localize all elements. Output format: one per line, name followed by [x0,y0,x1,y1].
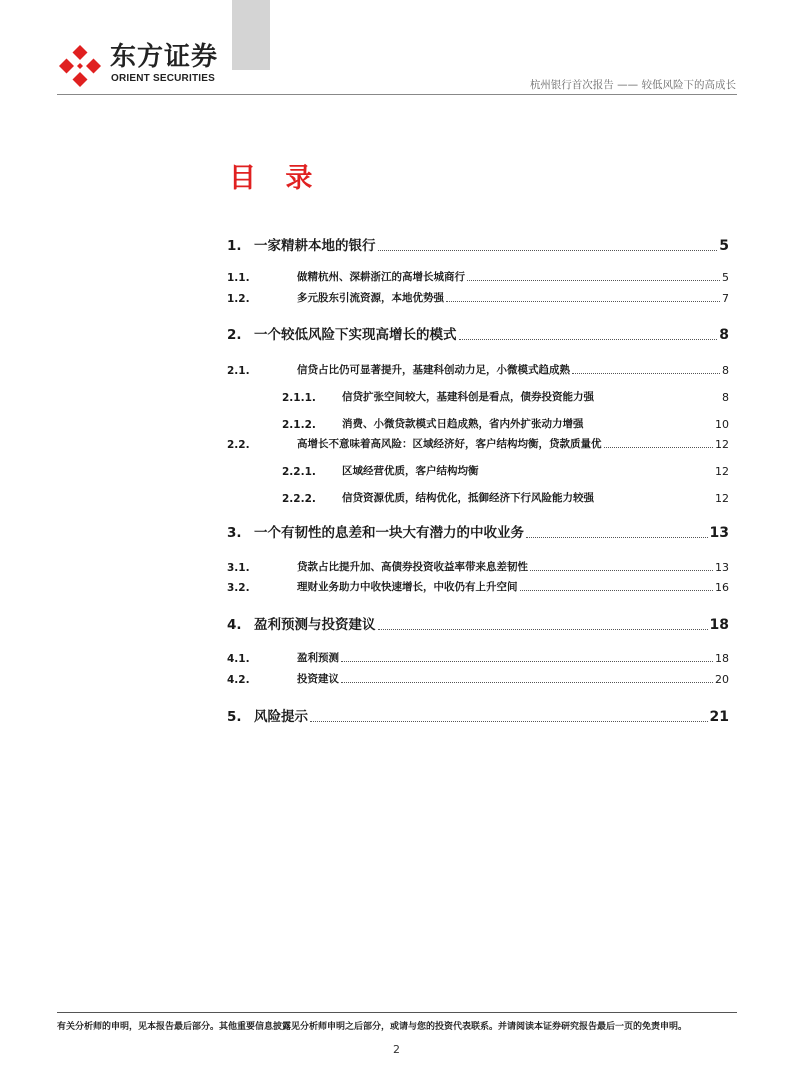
toc-dot-leader [572,363,720,374]
toc-entry-page: 5 [722,271,729,284]
toc-entry-number: 2.1. [227,365,250,377]
toc-entry-number: 4.2. [227,674,250,686]
toc-entry-page: 5 [719,238,729,254]
toc-entry-text: 做精杭州、深耕浙江的高增长城商行 [297,271,465,283]
header-divider [57,94,737,95]
page-number: 2 [393,1043,400,1056]
toc-entry-page: 12 [715,438,729,451]
toc-entry-text: 信贷资源优质，结构优化，抵御经济下行风险能力较强 [342,492,594,504]
toc-entry-number: 2. [227,327,242,343]
toc-entry-text: 多元股东引流资源，本地优势强 [297,292,444,304]
toc-entry-page: 16 [715,581,729,594]
toc-entry-3-1[interactable] [227,552,729,574]
toc-entry-text: 信贷占比仍可显著提升，基建科创动力足，小微模式趋成熟 [297,364,570,376]
toc-entry-number: 1.1. [227,272,250,284]
toc-dot-leader [530,560,713,571]
toc-entry-text: 一个有韧性的息差和一块大有潜力的中收业务 [254,525,524,541]
brand-name-cn: 东方证券 [110,42,219,72]
toc-entry-4-1[interactable] [227,643,729,665]
toc-entry-number: 3.2. [227,582,250,594]
toc-entry-2-2-1[interactable] [227,456,729,478]
toc-dot-leader [341,651,713,662]
toc-entry-text: 盈利预测与投资建议 [254,617,376,633]
toc-entry-page: 13 [715,561,729,574]
toc-entry-text: 理财业务助力中收快速增长，中收仍有上升空间 [297,581,518,593]
toc-entry-text: 投资建议 [297,673,339,685]
toc-dot-leader [341,672,713,683]
brand-name-en: ORIENT SECURITIES [111,73,215,84]
toc-dot-leader [467,270,720,281]
toc-entry-number: 5. [227,709,242,725]
orient-securities-logo-icon [57,43,103,89]
toc-entry-2-2[interactable] [227,429,729,451]
toc-entry-text: 高增长不意味着高风险：区域经济好，客户结构均衡，贷款质量优 [297,438,602,450]
report-title: 杭州银行首次报告 —— 较低风险下的高成长 [529,79,736,91]
toc-entry-text: 盈利预测 [297,652,339,664]
toc-entry-page: 18 [715,652,729,665]
toc-entry-1[interactable] [227,232,729,254]
toc-dot-leader [520,580,714,591]
toc-entry-text: 风险提示 [254,709,308,725]
toc-entry-page: 10 [715,418,729,431]
toc-dot-leader [459,327,718,340]
toc-entry-text: 贷款占比提升加、高债券投资收益率带来息差韧性 [297,561,528,573]
toc-dot-leader [310,709,708,722]
toc-entry-5[interactable] [227,703,729,725]
toc-entry-page: 21 [709,709,729,725]
toc-entry-number: 4. [227,617,242,633]
header-gray-tab [232,0,270,70]
footer-divider [57,1012,737,1013]
toc-dot-leader [378,238,718,251]
toc-entry-2-1[interactable] [227,355,729,377]
footer-disclaimer: 有关分析师的申明，见本报告最后部分。其他重要信息披露见分析师申明之后部分，或请与您的投资代表联系。并请阅读本证券研究报告最后一页的免责申明。 [57,1022,688,1032]
toc-entry-text: 信贷扩张空间较大，基建科创是看点，债券投资能力强 [342,391,594,403]
toc-entry-number: 2.1.2. [282,419,316,431]
toc-entry-page: 7 [722,292,729,305]
toc-dot-leader [526,525,708,538]
toc-entry-number: 3. [227,525,242,541]
toc-entry-page: 8 [722,391,729,404]
toc-dot-leader [446,291,720,302]
toc-entry-1-2[interactable] [227,283,729,305]
toc-entry-page: 20 [715,673,729,686]
toc-entry-3[interactable] [227,519,729,541]
toc-entry-number: 1. [227,238,242,254]
toc-entry-2-1-2[interactable] [227,409,729,431]
toc-entry-number: 2.1.1. [282,392,316,404]
toc-entry-2-2-2[interactable] [227,483,729,505]
toc-entry-page: 12 [715,492,729,505]
toc-entry-number: 2.2.1. [282,466,316,478]
toc-entry-number: 2.2.2. [282,493,316,505]
toc-entry-4[interactable] [227,611,729,633]
toc-entry-text: 一个较低风险下实现高增长的模式 [254,327,457,343]
toc-dot-leader [604,437,714,448]
toc-entry-4-2[interactable] [227,664,729,686]
toc-entry-page: 12 [715,465,729,478]
toc-entry-3-2[interactable] [227,572,729,594]
toc-entry-page: 8 [722,364,729,377]
toc-entry-text: 消费、小微贷款模式日趋成熟，省内外扩张动力增强 [342,418,584,430]
toc-entry-text: 区域经营优质，客户结构均衡 [342,465,479,477]
toc-entry-page: 8 [719,327,729,343]
toc-entry-page: 13 [709,525,729,541]
toc-entry-number: 2.2. [227,439,250,451]
toc-dot-leader [378,617,708,630]
toc-entry-page: 18 [709,617,729,633]
toc-entry-number: 3.1. [227,562,250,574]
toc-entry-2[interactable] [227,321,729,343]
toc-entry-number: 4.1. [227,653,250,665]
toc-entry-number: 1.2. [227,293,250,305]
toc-entry-2-1-1[interactable] [227,382,729,404]
toc-entry-1-1[interactable] [227,262,729,284]
toc-entry-text: 一家精耕本地的银行 [254,238,376,254]
toc-title: 目 录 [229,163,323,194]
